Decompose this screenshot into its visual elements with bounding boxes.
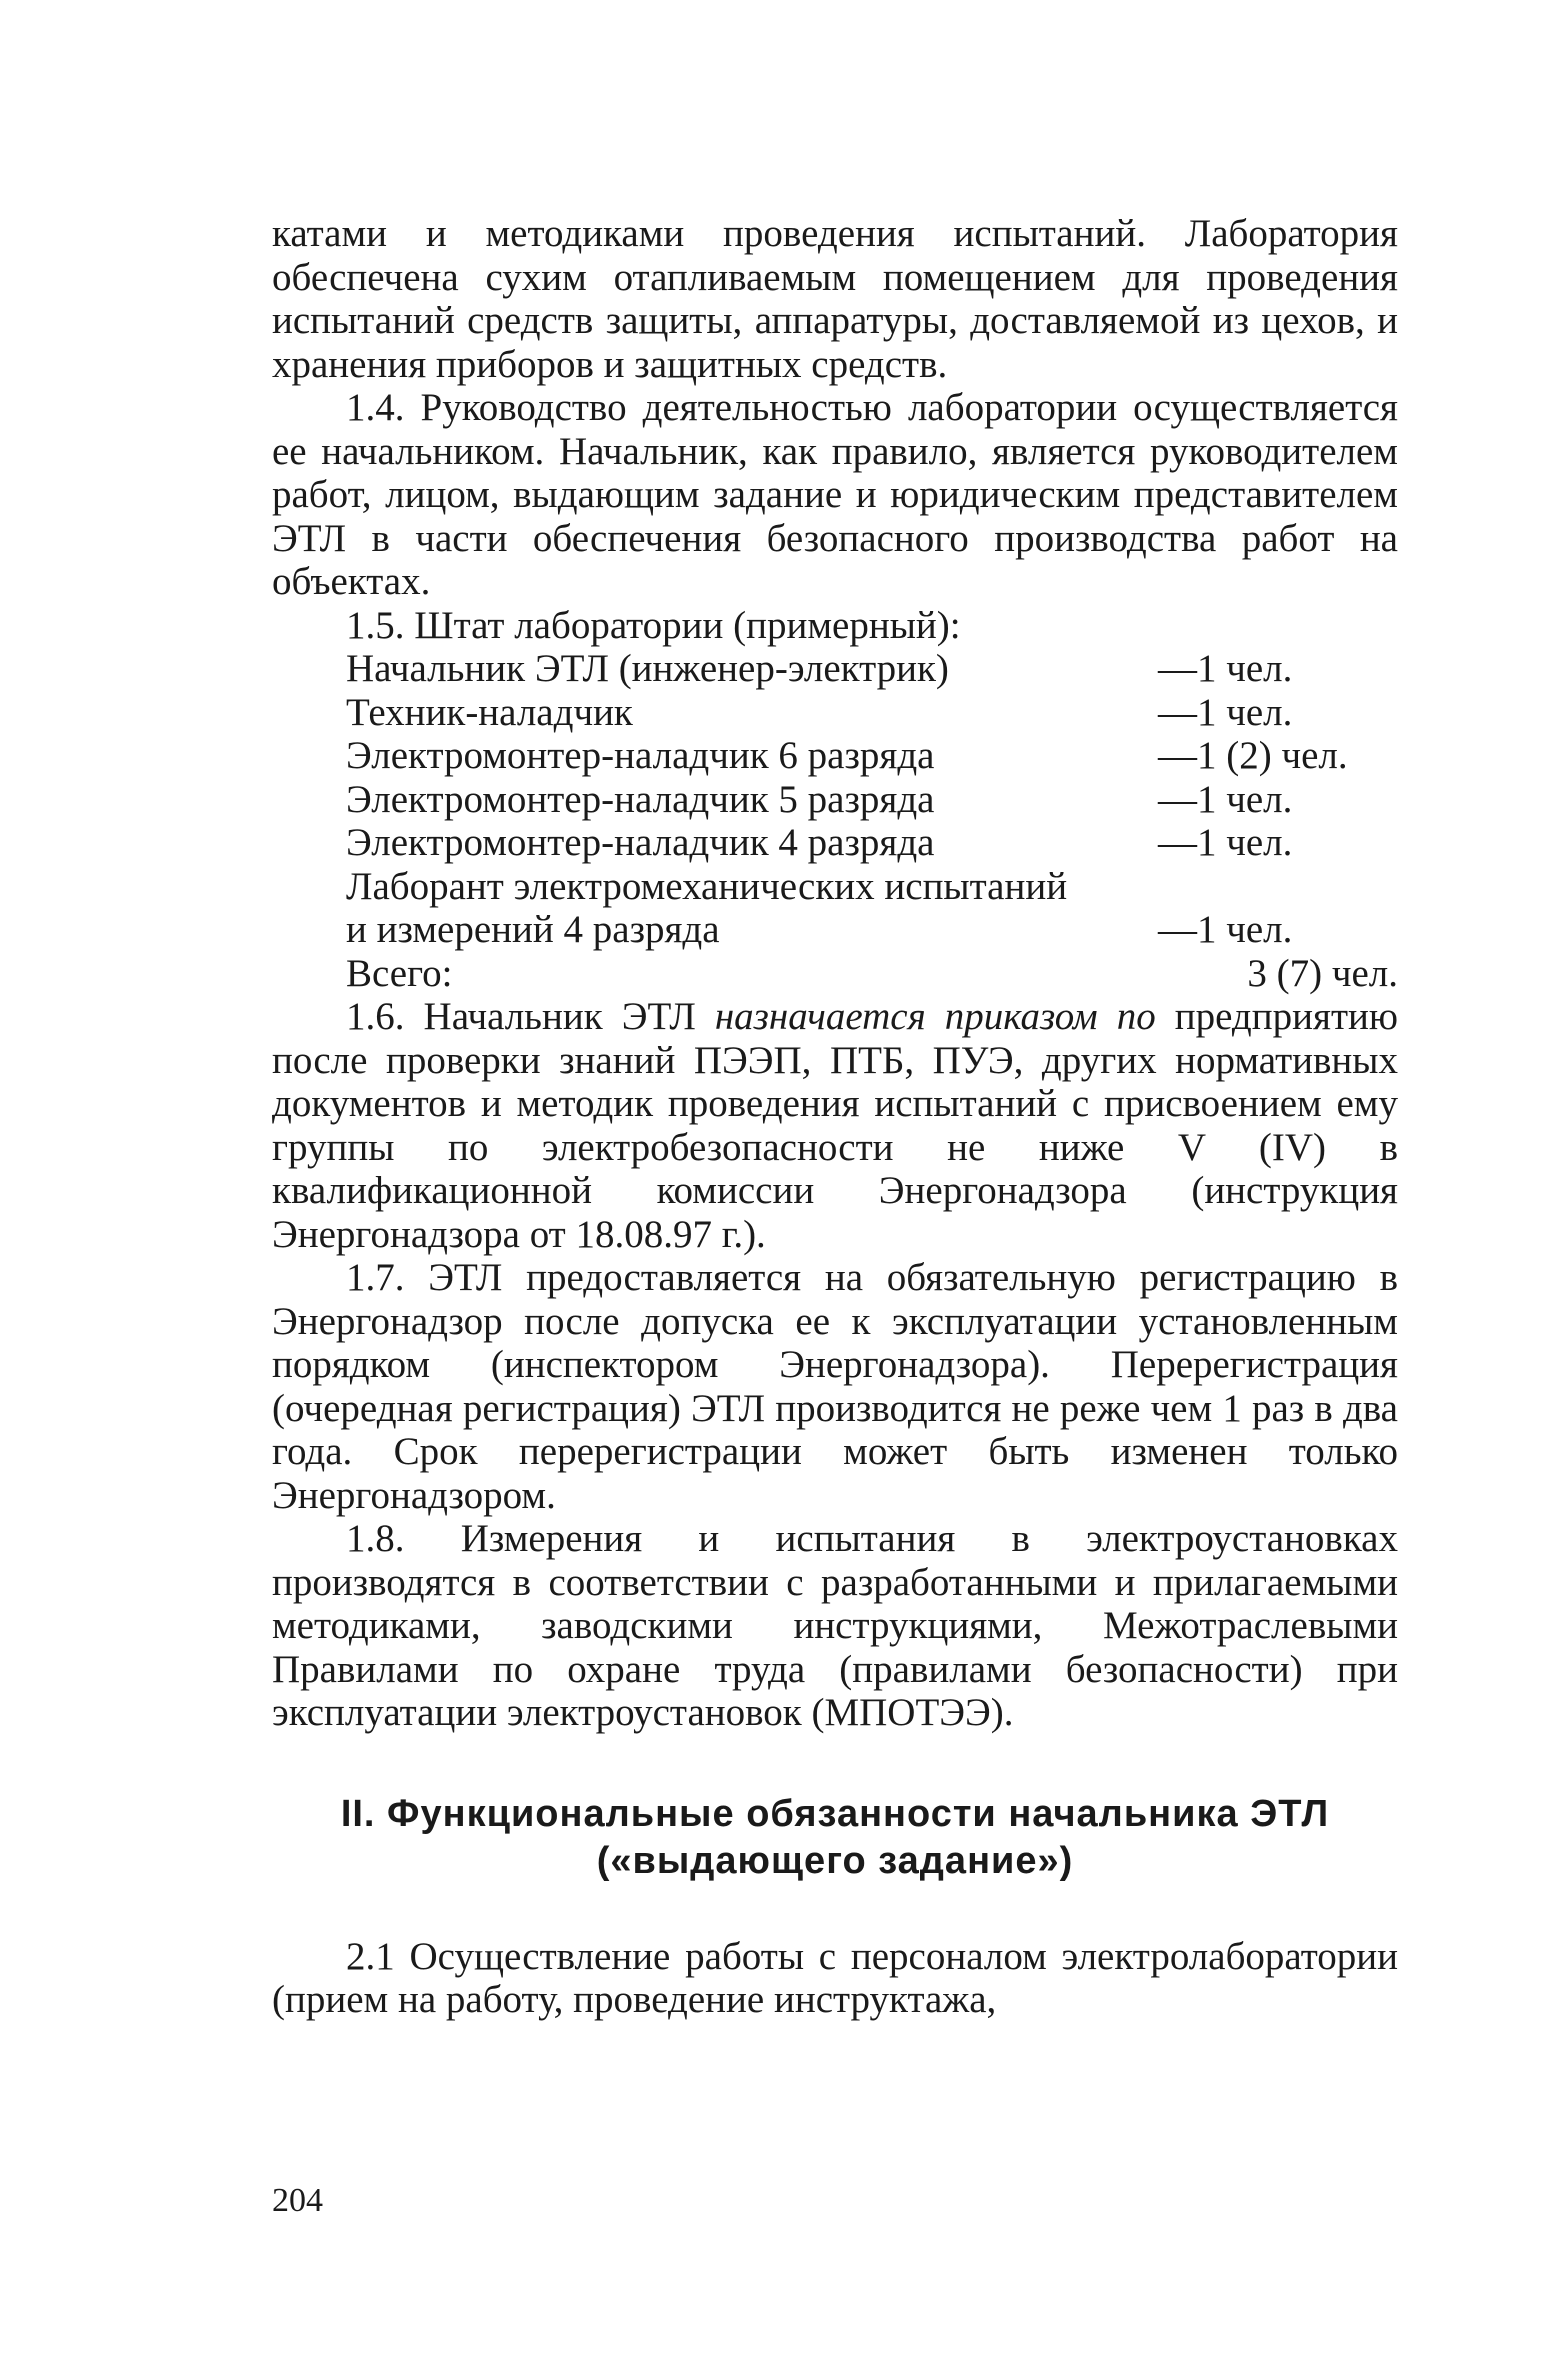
staff-role: Лаборант электромеханических испытаний: [346, 864, 1068, 908]
staff-role: Техник-наладчик: [346, 690, 633, 734]
staff-total-row: [346, 952, 1398, 996]
staff-row-lab-line1: [346, 865, 1398, 909]
paragraph-1-6-italic: назначается приказом по: [714, 995, 1156, 1038]
staff-role: и измерений 4 разряда: [346, 908, 720, 951]
staff-row: [346, 647, 1398, 691]
staff-count: —1 (2) чел.: [1158, 734, 1348, 777]
staff-role: Электромонтер-наладчик 4 разряда: [346, 821, 935, 864]
paragraph-1-7: 1.7. ЭТЛ предоставляется на обязательную регистрацию в Энергонадзор после допуска ее к эксплуатации установленным порядком (инспектором Энергонадзора). Перерегистрация (очередная регистрация) ЭТЛ производится не реже чем 1 раз в два года. Срок перерегистрации может быть изменен только Энергонадзором.: [272, 1256, 1398, 1517]
section-heading-line2: («выдающего задание»): [596, 1839, 1074, 1882]
staff-count: —1 чел.: [1158, 690, 1293, 734]
paragraph-1-5: 1.5. Штат лаборатории (примерный):: [346, 603, 961, 647]
staff-count: —1 чел.: [1158, 821, 1293, 864]
paragraph-1-4: 1.4. Руководство деятельностью лаборатории осуществляется ее начальником. Начальник, как правило, является руководителем работ, лицом, выдающим задание и юридическим представителем ЭТЛ в части обеспечения безопасного производства работ на объектах.: [272, 386, 1398, 603]
staff-total-label: Всего:: [346, 951, 453, 995]
staff-role: Начальник ЭТЛ (инженер-электрик): [346, 647, 949, 690]
page-body: [272, 212, 1398, 2022]
section-heading-line1: II. Функциональные обязанности начальника ЭТЛ: [340, 1792, 1330, 1835]
staff-row-lab-line2: [346, 908, 1398, 952]
staff-count: —1 чел.: [1158, 908, 1293, 951]
staff-row: [346, 778, 1398, 822]
paragraph-1-6-lead: 1.6. Начальник ЭТЛ: [346, 995, 715, 1038]
staff-row: [346, 734, 1398, 778]
paragraph-1-6: [272, 995, 1398, 1256]
paragraph-1-6-rest: предприятию после проверки знаний ПЭЭП, ПТБ, ПУЭ, других нормативных документов и методик проведения испытаний с присвоением ему группы по электробезопасности не ниже V (IV) в квалификационной комиссии Энергонадзора (инструкция Энергонадзора от 18.08.97 г.).: [272, 995, 1398, 1256]
staff-count: —1 чел.: [1158, 777, 1293, 821]
staff-list: [346, 647, 1398, 995]
section-heading: [272, 1791, 1398, 1885]
staff-row: [346, 691, 1398, 735]
page-number: 204: [272, 2182, 323, 2219]
staff-total-count: 3 (7) чел.: [1247, 951, 1398, 995]
staff-row: [346, 821, 1398, 865]
staff-count: —1 чел.: [1158, 647, 1293, 690]
paragraph-intro: катами и методиками проведения испытаний. Лаборатория обеспечена сухим отапливаемым помещением для проведения испытаний средств защиты, аппаратуры, доставляемой из цехов, и хранения приборов и защитных средств.: [272, 212, 1398, 386]
staff-role: Электромонтер-наладчик 6 разряда: [346, 734, 935, 777]
staff-role: Электромонтер-наладчик 5 разряда: [346, 777, 935, 821]
paragraph-1-8: 1.8. Измерения и испытания в электроустановках производятся в соответствии с разработанными и прилагаемыми методиками, заводскими инструкциями, Межотраслевыми Правилами по охране труда (правилами безопасности) при эксплуатации электроустановок (МПОТЭЭ).: [272, 1517, 1398, 1734]
paragraph-2-1: 2.1 Осуществление работы с персоналом электролаборатории (прием на работу, проведение инструктажа,: [272, 1934, 1398, 2021]
